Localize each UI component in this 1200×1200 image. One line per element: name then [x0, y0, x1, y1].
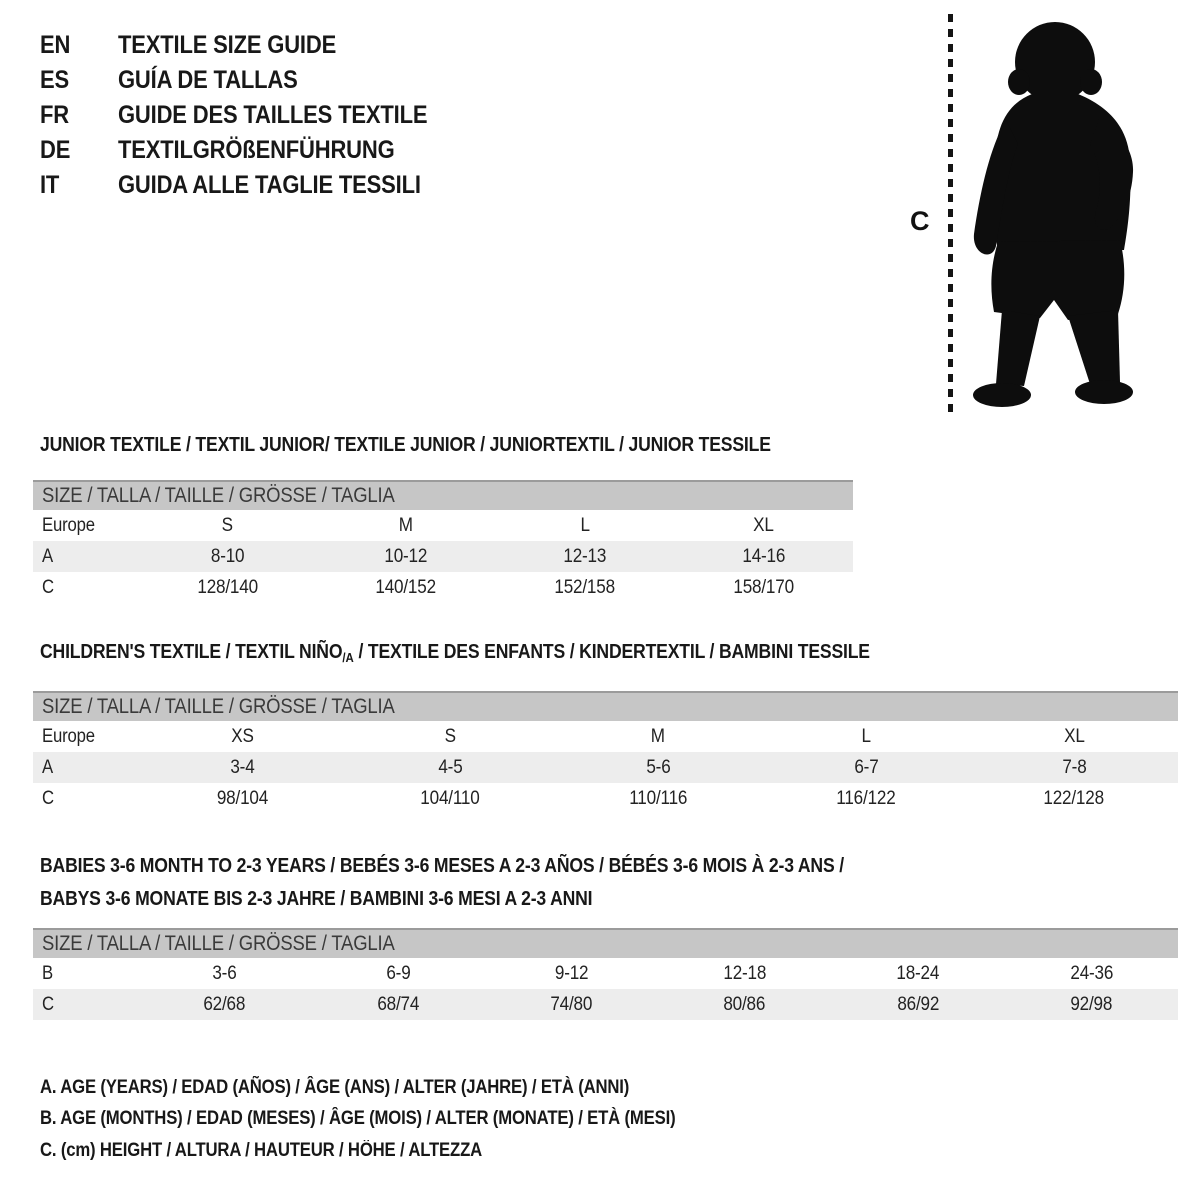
legend-line-a: A. AGE (YEARS) / EDAD (AÑOS) / ÂGE (ANS) / ALTER (JAHRE) / ETÀ (ANNI): [40, 1076, 630, 1098]
height-value: 98/104: [216, 787, 268, 809]
children-section-heading: [40, 641, 983, 664]
row-label: C: [42, 993, 54, 1015]
months-value: 3-6: [212, 962, 237, 984]
size-value: L: [580, 514, 590, 536]
age-value: 14-16: [742, 545, 786, 567]
months-value: 9-12: [554, 962, 589, 984]
age-value: 8-10: [210, 545, 245, 567]
size-value: XL: [753, 514, 774, 536]
months-value: 12-18: [723, 962, 767, 984]
table-row-height: [33, 572, 853, 603]
size-header-band: [33, 928, 1178, 958]
language-row-es: [40, 63, 470, 98]
size-value: L: [861, 725, 871, 747]
size-header-band: [33, 691, 1178, 721]
children-heading-pre: CHILDREN'S TEXTILE / TEXTIL NIÑO: [40, 641, 343, 663]
age-value: 10-12: [384, 545, 428, 567]
guide-title-de: TEXTILGRÖßENFÜHRUNG: [118, 136, 395, 164]
height-measure-dashed-line: [948, 14, 953, 416]
height-value: 68/74: [377, 993, 419, 1015]
size-value: M: [399, 514, 414, 536]
language-row-en: [40, 28, 470, 63]
guide-title-es: GUÍA DE TALLAS: [118, 66, 298, 94]
children-heading-post: / TEXTILE DES ENFANTS / KINDERTEXTIL / BAMBINI TESSILE: [353, 641, 870, 663]
language-code: EN: [40, 31, 71, 59]
height-value: 92/98: [1070, 993, 1113, 1015]
junior-section-heading: JUNIOR TEXTILE / TEXTIL JUNIOR/ TEXTILE JUNIOR / JUNIORTEXTIL / JUNIOR TESSILE: [40, 434, 771, 456]
toddler-silhouette: [962, 12, 1147, 414]
language-code: IT: [40, 171, 60, 199]
row-label: A: [42, 545, 53, 567]
height-value: 86/92: [897, 993, 939, 1015]
size-value: M: [650, 725, 666, 747]
babies-section-heading: [40, 850, 954, 915]
height-value: 62/68: [203, 993, 246, 1015]
junior-size-table: [33, 480, 853, 603]
size-value: S: [221, 514, 233, 536]
age-value: 3-4: [229, 756, 255, 778]
height-value: 104/110: [420, 787, 480, 809]
table-row-height: [33, 989, 1178, 1020]
table-row-europe: [33, 510, 853, 541]
row-label: Europe: [42, 725, 95, 747]
months-value: 6-9: [385, 962, 411, 984]
height-value: 80/86: [723, 993, 766, 1015]
size-header-band: [33, 480, 853, 510]
row-label: C: [42, 576, 54, 598]
language-row-fr: [40, 98, 470, 133]
size-value: S: [444, 725, 456, 747]
height-value: 110/116: [628, 787, 688, 809]
babies-heading-line2: BABYS 3-6 MONATE BIS 2-3 JAHRE / BAMBINI 3-6 MESI A 2-3 ANNI: [40, 887, 593, 910]
months-value: 24-36: [1069, 962, 1113, 984]
height-value: 152/158: [554, 576, 616, 598]
table-row-age: [33, 541, 853, 572]
age-value: 6-7: [853, 756, 879, 778]
table-row-age: [33, 752, 1178, 783]
row-label: A: [42, 756, 53, 778]
size-header-label: SIZE / TALLA / TAILLE / GRÖSSE / TAGLIA: [42, 484, 395, 507]
babies-heading-line1: BABIES 3-6 MONTH TO 2-3 YEARS / BEBÉS 3-6 MESES A 2-3 AÑOS / BÉBÉS 3-6 MOIS À 2-3 ANS /: [40, 855, 844, 877]
language-code: FR: [40, 101, 69, 129]
height-value: 128/140: [197, 576, 258, 598]
size-header-label: SIZE / TALLA / TAILLE / GRÖSSE / TAGLIA: [42, 695, 395, 718]
language-code: ES: [40, 66, 69, 94]
age-value: 5-6: [645, 756, 671, 778]
height-value: 116/122: [836, 787, 896, 809]
guide-title-fr: GUIDE DES TAILLES TEXTILE: [118, 101, 428, 129]
size-value: XL: [1063, 725, 1085, 747]
size-header-label: SIZE / TALLA / TAILLE / GRÖSSE / TAGLIA: [42, 932, 395, 955]
height-value: 74/80: [550, 993, 593, 1015]
table-row-height: [33, 783, 1178, 814]
legend-line-b: B. AGE (MONTHS) / EDAD (MESES) / ÂGE (MOIS) / ALTER (MONATE) / ETÀ (MESI): [40, 1108, 676, 1130]
language-list: [40, 28, 470, 203]
height-value: 122/128: [1043, 787, 1105, 809]
row-label: C: [42, 787, 54, 809]
size-value: XS: [230, 725, 254, 747]
legend-line-c: C. (cm) HEIGHT / ALTURA / HAUTEUR / HÖHE / ALTEZZA: [40, 1139, 483, 1161]
row-label: B: [42, 962, 53, 984]
age-value: 4-5: [437, 756, 463, 778]
children-heading-sub: /A: [342, 650, 354, 665]
language-code: DE: [40, 136, 71, 164]
children-size-table: [33, 691, 1178, 814]
language-row-de: [40, 133, 470, 168]
babies-size-table: [33, 928, 1178, 1020]
height-measure-label: C: [910, 206, 930, 236]
table-row-months: [33, 958, 1178, 989]
measurement-legend: [40, 1072, 762, 1167]
age-value: 7-8: [1061, 756, 1087, 778]
language-row-it: [40, 168, 470, 203]
guide-title-en: TEXTILE SIZE GUIDE: [118, 31, 337, 59]
table-row-europe: [33, 721, 1178, 752]
guide-title-it: GUIDA ALLE TAGLIE TESSILI: [118, 171, 421, 199]
height-value: 158/170: [733, 576, 794, 598]
row-label: Europe: [42, 514, 95, 536]
age-value: 12-13: [563, 545, 607, 567]
months-value: 18-24: [896, 962, 940, 984]
height-value: 140/152: [375, 576, 437, 598]
